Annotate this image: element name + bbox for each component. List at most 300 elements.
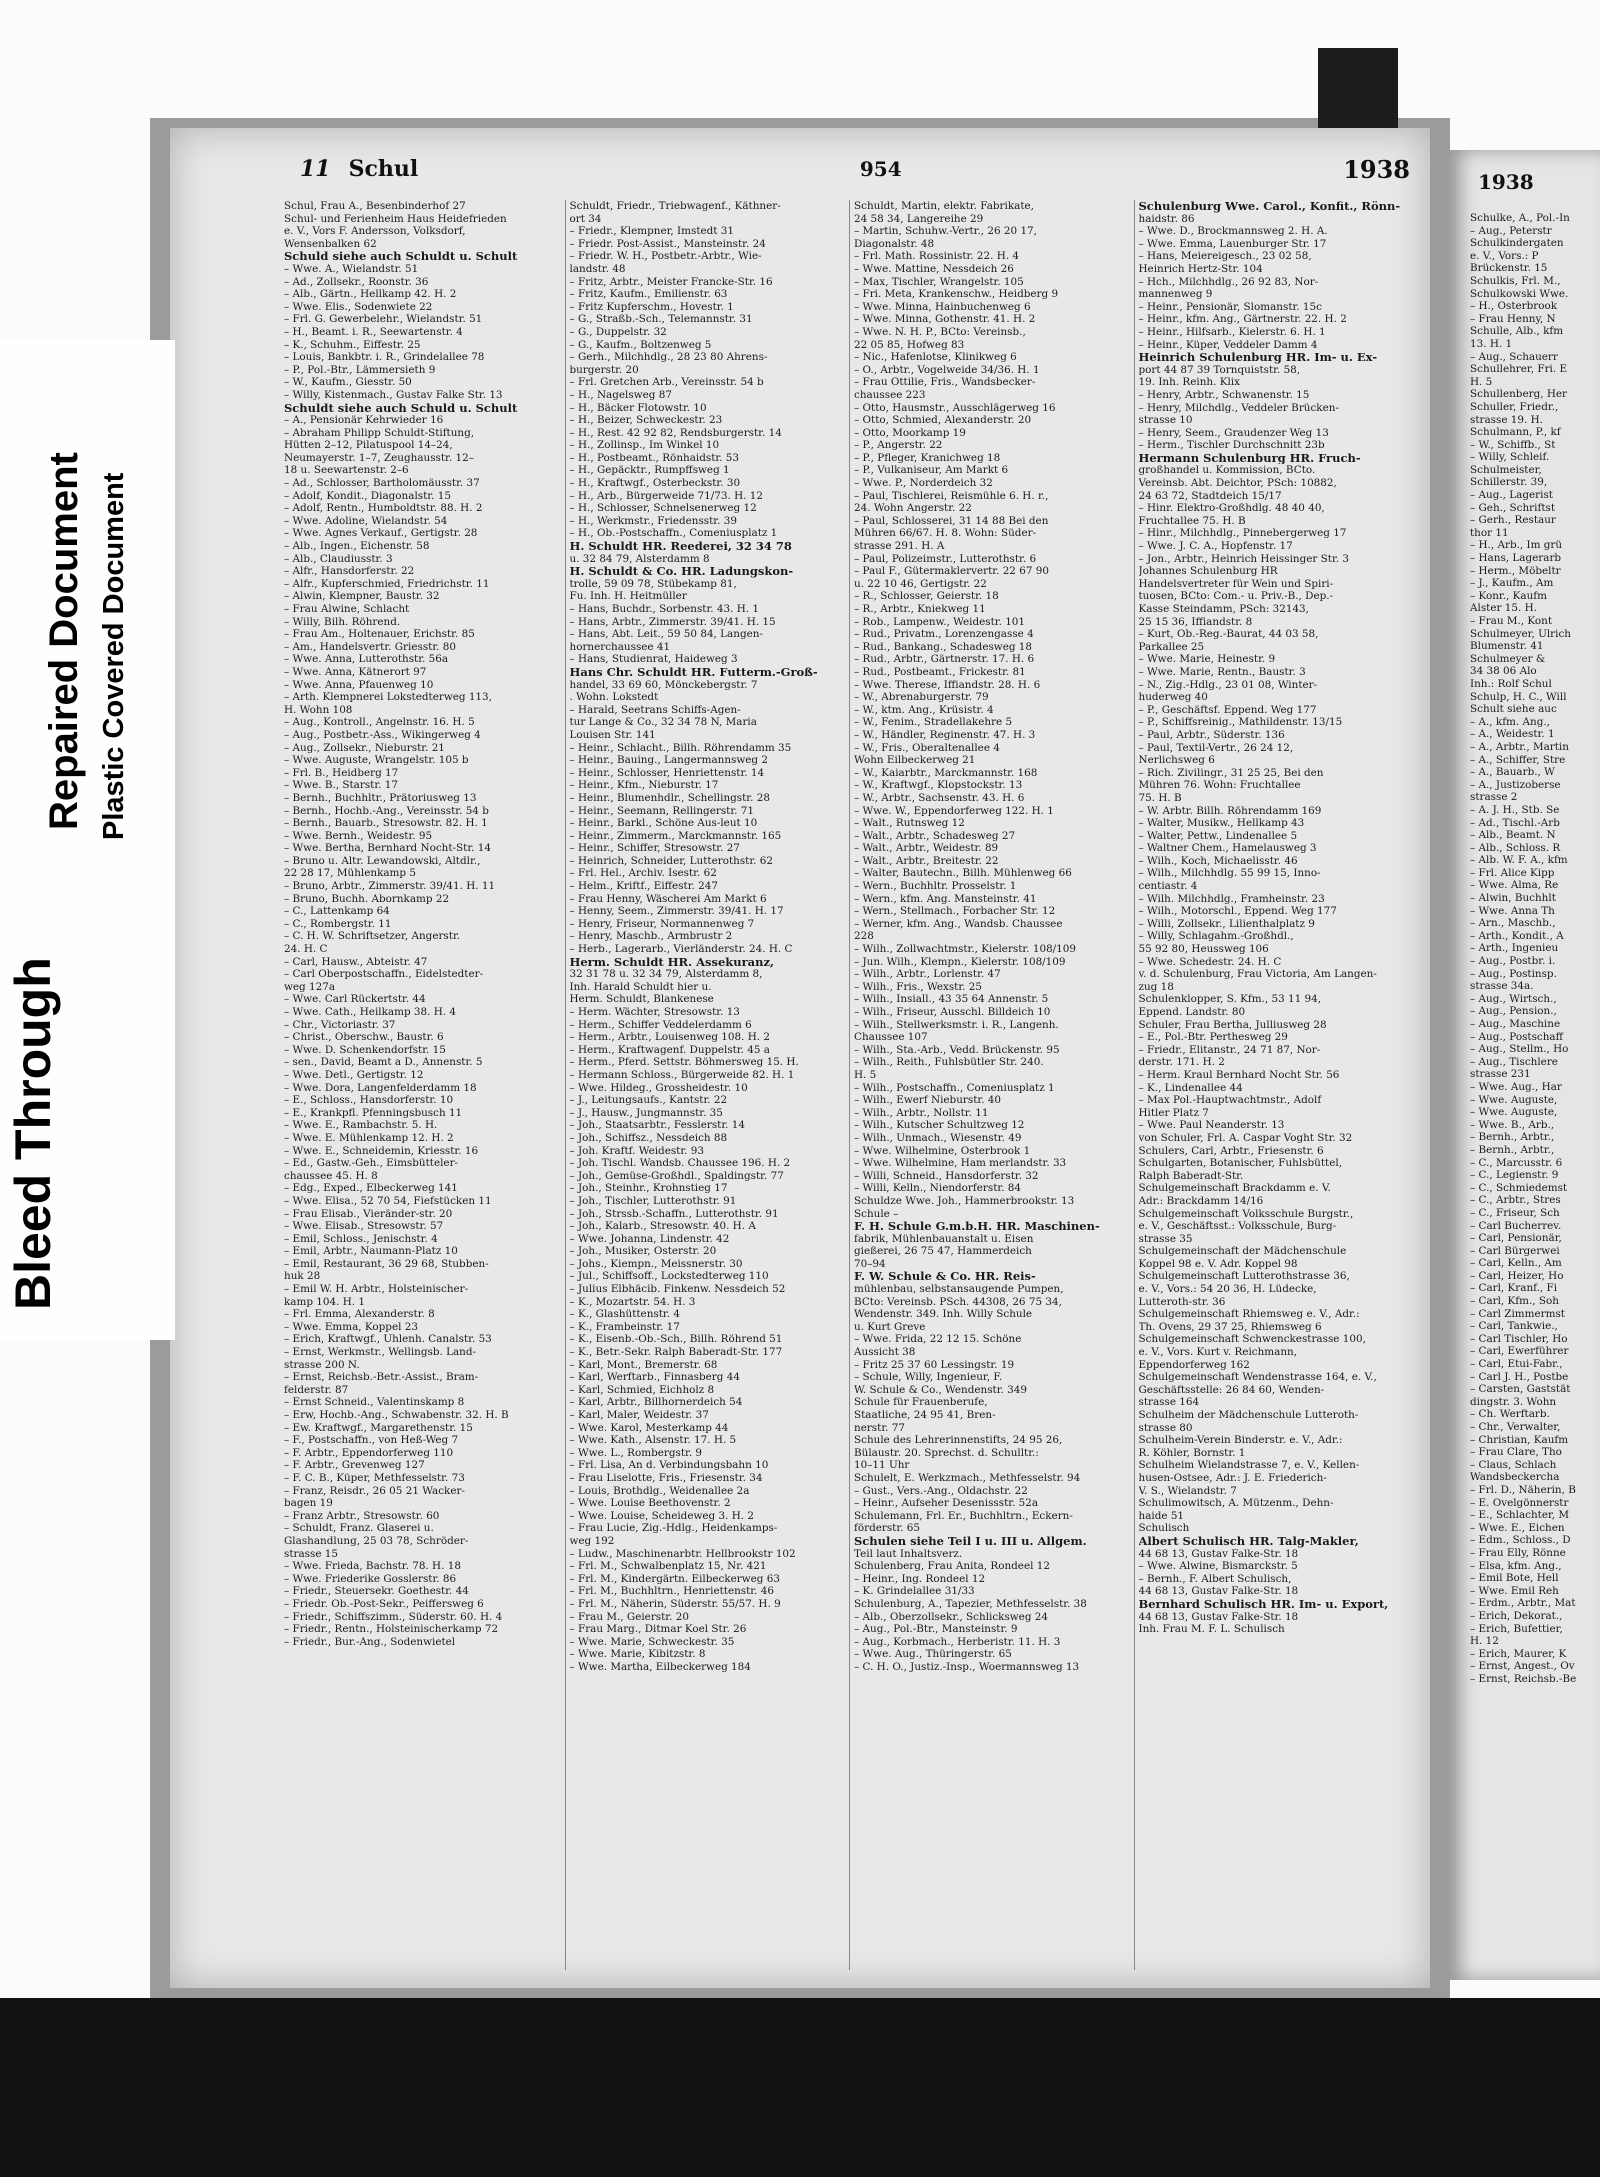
directory-entry: großhandel u. Kommission, BCto.: [1138, 464, 1316, 477]
directory-entry: – Bruno u. Altr. Lewandowski, Altdlr.,: [284, 854, 481, 867]
directory-entry: – Heinr., Seemann, Rellingerstr. 71: [569, 804, 754, 817]
right-page-entry: – Aug., Stellm., Ho: [1470, 1043, 1569, 1056]
directory-entry: – Paul, Arbtr., Süderstr. 136: [1138, 728, 1285, 741]
directory-entry: – Wwe. Frieda, Bachstr. 78. H. 18: [284, 1560, 461, 1573]
directory-entry: u. Kurt Greve: [854, 1320, 926, 1333]
directory-entry: – Franz Arbtr., Stresowstr. 60: [284, 1509, 440, 1522]
directory-entry: – W., Kraftwgf., Klopstockstr. 13: [854, 779, 1023, 792]
right-page-entry: – Aug., Schauerr: [1470, 350, 1558, 363]
directory-entry: – P., Pol.-Btr., Lämmersieth 9: [284, 363, 436, 376]
directory-entry: – Wwe. Emma, Koppel 23: [284, 1320, 418, 1333]
directory-entry: 44 68 13, Gustav Falke-Str. 18: [1138, 1547, 1299, 1560]
directory-entry: – Wwe. P., Norderdeich 32: [854, 477, 993, 490]
right-page-entry: – Chr., Verwalter,: [1470, 1421, 1561, 1433]
directory-entry: e. V., Vors.: 54 20 36, H. Lüdecke,: [1138, 1283, 1317, 1296]
directory-entry: – Jon., Arbtr., Heinrich Heissinger Str. 3: [1138, 552, 1349, 565]
directory-entry: Eppendorferweg 162: [1138, 1358, 1250, 1371]
directory-entry: chaussee 45. H. 8: [284, 1169, 378, 1182]
directory-entry: – sen., David, Beamt a D., Annenstr. 5: [284, 1056, 483, 1069]
directory-entry: – Hinr., Milchhdlg., Pinnebergerweg 17: [1138, 527, 1347, 540]
directory-entry: – E., Pol.-Btr. Perthesweg 29: [1138, 1031, 1288, 1044]
right-page-entry: Schuller, Friedr.,: [1470, 400, 1559, 413]
directory-entry: – Friedr., Steuersekr. Goethestr. 44: [284, 1585, 469, 1598]
directory-entry: – Wwe. Paul Neanderstr. 13: [1138, 1119, 1285, 1132]
directory-entry: Schuler, Frau Bertha, Julliusweg 28: [1138, 1018, 1327, 1031]
directory-entry: 24 63 72, Stadtdeich 15/17: [1138, 489, 1282, 502]
directory-entry: – Karl, Schmied, Eichholz 8: [569, 1383, 715, 1396]
right-page-entry: – C., Legienstr. 9: [1470, 1169, 1559, 1182]
directory-entry: – R., Schlosser, Geierstr. 18: [854, 590, 999, 603]
directory-entry: – Wwe. Elisab., Stresowstr. 57: [284, 1220, 444, 1233]
directory-entry: – Walt., Arbtr., Breitestr. 22: [854, 854, 999, 867]
right-page-entry: – Aug., Lagerist: [1470, 489, 1553, 502]
directory-entry: – W., ktm. Ang., Krüsistr. 4: [854, 703, 994, 716]
directory-entry: – Otto, Hausmstr., Ausschlägerweg 16: [854, 401, 1056, 414]
directory-entry: – Joh., Strssb.-Schaffn., Lutterothstr. 91: [569, 1207, 779, 1220]
directory-entry: – H., Arb., Bürgerweide 71/73. H. 12: [569, 489, 763, 502]
directory-entry: – Jul., Schiffsoff., Lockstedterweg 110: [569, 1270, 769, 1283]
directory-entry: port 44 87 39 Tornquiststr. 58,: [1138, 363, 1301, 376]
directory-entry: – Frl. G. Gewerbelehr., Wielandstr. 51: [284, 313, 483, 326]
directory-entry: – Bernh., F. Albert Schulisch,: [1138, 1572, 1292, 1585]
directory-entry: – Bruno, Buchh. Abornkamp 22: [284, 892, 450, 905]
directory-entry: – Wern., kfm. Ang. Mansteinstr. 41: [854, 892, 1037, 905]
directory-entry: landstr. 48: [569, 262, 626, 275]
directory-entry: – Wwe. Frida, 22 12 15. Schöne: [854, 1333, 1022, 1346]
directory-entry: Bernhard Schulisch HR. Im- u. Export,: [1138, 1597, 1389, 1611]
directory-entry: – Wwe. Bertha, Bernhard Nocht-Str. 14: [284, 842, 491, 855]
directory-entry: – Am., Handelsvertr. Griesstr. 80: [284, 640, 456, 653]
directory-entry: Schulenburg, A., Tapezier, Methfesselstr. 38: [854, 1597, 1087, 1610]
directory-entry: – Walt., Arbtr., Schadesweg 27: [854, 829, 1016, 842]
right-page-entry: – Frl. D., Näherin, B: [1470, 1483, 1576, 1496]
directory-entry: – Wwe. B., Starstr. 17: [284, 779, 398, 792]
right-page-entry: – Wwe. Alma, Re: [1470, 879, 1559, 892]
directory-entry: – Joh., Steinhr., Krohnstieg 17: [569, 1182, 728, 1195]
directory-entry: – Wilh., Koch, Michaelisstr. 46: [1138, 854, 1298, 867]
right-page-entry: – A., Weidestr. 1: [1470, 728, 1555, 741]
directory-entry: – Frl. M., Buchhltrn., Henriettenstr. 46: [569, 1585, 774, 1598]
right-page-entry: – E. Ovelgönnerstr: [1470, 1496, 1569, 1509]
right-page-entry: – Carl, Kranf., Fi: [1470, 1282, 1558, 1295]
right-page-entry: – Ad., Tischl.-Arb: [1470, 816, 1560, 829]
directory-entry: Herm. Schuldt HR. Assekuranz,: [569, 955, 775, 969]
directory-entry: – Wwe. Marie, Schweckestr. 35: [569, 1635, 735, 1648]
right-page-entry: Schulkindergaten: [1470, 237, 1564, 250]
directory-entry: – Friedr., Bur.-Ang., Sodenwietel: [284, 1635, 456, 1648]
directory-entry: – Louis, Brothdlg., Weidenallee 2a: [569, 1484, 750, 1497]
directory-entry: bagen 19: [284, 1497, 333, 1510]
directory-entry: – Frau Am., Holtenauer, Erichstr. 85: [284, 628, 475, 641]
directory-entry: Fu. Inh. H. Heitmüller: [569, 590, 687, 603]
directory-entry: – Wwe. Detl., Gertigstr. 12: [284, 1068, 424, 1081]
directory-entry: – Waltner Chem., Hamelausweg 3: [1138, 842, 1317, 855]
directory-entry: – Wwe. W., Eppendorferweg 122. H. 1: [854, 804, 1054, 817]
directory-entry: Geschäftsstelle: 26 84 60, Wenden-: [1138, 1383, 1325, 1396]
right-page-entry: – Carl Bürgerwei: [1470, 1244, 1560, 1257]
right-page-entry: Schulke, A., Pol.-In: [1470, 212, 1570, 224]
directory-entry: – Aug., Pol.-Btr., Mansteinstr. 9: [854, 1623, 1018, 1636]
right-page-entry: – Aug., Postbr. i.: [1470, 955, 1556, 968]
directory-entry: – Wilh., Zollwachtmstr., Kielerstr. 108/109: [854, 943, 1077, 956]
right-page-entry: – Carl J. H., Postbe: [1470, 1370, 1569, 1383]
directory-entry: von Schuler, Frl. A. Caspar Voght Str. 32: [1138, 1131, 1353, 1144]
directory-entry: – Ad., Zollsekr., Roonstr. 36: [284, 275, 429, 288]
directory-entry: – Heinr., Küper, Veddeler Damm 4: [1138, 338, 1318, 351]
directory-entry: – Wwe. Alwine, Bismarckstr. 5: [1138, 1560, 1298, 1573]
directory-entry: – Gust., Vers.-Ang., Oldachstr. 22: [854, 1484, 1028, 1497]
scan-bottom-border: [0, 1998, 1600, 2177]
directory-entry: – Joh., Schiffsz., Nessdeich 88: [569, 1131, 728, 1144]
directory-entry: e. V., Vors F. Andersson, Volksdorf,: [284, 225, 466, 238]
directory-entry: – Wwe. A., Wielandstr. 51: [284, 262, 419, 275]
right-page-entry: – Bernh., Arbtr.,: [1470, 1131, 1555, 1144]
directory-entry: – Willy, Schlagahm.-Großhdl.,: [1138, 930, 1294, 943]
directory-entry: Schulenburg Wwe. Carol., Konfit., Rönn-: [1138, 200, 1401, 213]
directory-entry: – Wwe. Friederike Gosslerstr. 86: [284, 1572, 457, 1585]
directory-entry: haidstr. 86: [1138, 212, 1195, 225]
directory-entry: derstr. 171. H. 2: [1138, 1056, 1225, 1069]
right-page-entry: – Konr., Kaufm: [1470, 589, 1548, 602]
right-page-entry: – Claus, Schlach: [1470, 1458, 1557, 1471]
directory-entry: – Henny, Seem., Zimmerstr. 39/41. H. 17: [569, 905, 784, 918]
directory-entry: – Aug., Postbetr.-Ass., Wikingerweg 4: [284, 728, 481, 741]
directory-entry: – Schuldt, Franz. Glaserei u.: [284, 1522, 434, 1535]
directory-entry: Inh. Frau M. F. L. Schulisch: [1138, 1623, 1285, 1636]
directory-entry: – G., Duppelstr. 32: [569, 325, 667, 338]
directory-entry: – Alwin, Klempner, Baustr. 32: [284, 590, 440, 603]
right-page-entry: Schulmeyer &: [1470, 652, 1546, 665]
directory-entry: – Gerh., Milchhdlg., 28 23 80 Ahrens-: [569, 351, 768, 364]
directory-entry: Mühren 66/67. H. 8. Wohn: Süder-: [854, 527, 1037, 540]
directory-entry: – Rud., Privatm., Lorenzengasse 4: [854, 628, 1034, 641]
right-page-entry: – A., Schiffer, Stre: [1470, 753, 1566, 766]
right-page-entry: strasse 19. H.: [1470, 413, 1543, 426]
directory-entry: – C. H. O., Justiz.-Insp., Woermannsweg 13: [854, 1660, 1080, 1673]
directory-entry: Staatliche, 24 95 41, Bren-: [854, 1409, 996, 1421]
directory-entry: – Heinr., Ing. Rondeel 12: [854, 1572, 986, 1585]
directory-entry: – Wwe. Wilhelmine, Osterbrook 1: [854, 1144, 1031, 1157]
directory-entry: 22 28 17, Mühlenkamp 5: [284, 867, 416, 880]
directory-entry: Schulheim der Mädchenschule Lutteroth-: [1138, 1409, 1359, 1421]
directory-entry: – F. Arbtr., Grevenweg 127: [284, 1459, 425, 1472]
directory-entry: – Johs., Kiempn., Meissnerstr. 30: [569, 1257, 743, 1270]
directory-entry: W. Schule & Co., Wendenstr. 349: [854, 1383, 1027, 1396]
right-page-entry: – Aug., Peterstr: [1470, 224, 1552, 237]
directory-entry: – Alb., Ingen., Eichenstr. 58: [284, 540, 430, 553]
directory-entry: felderstr. 87: [284, 1383, 349, 1396]
directory-entry: – Frl. M., Kindergärtn. Eilbeckerweg 63: [569, 1572, 780, 1585]
directory-entry: – Wwe. Louise Beethovenstr. 2: [569, 1497, 731, 1510]
directory-entry: – K., Eisenb.-Ob.-Sch., Billh. Röhrend 51: [569, 1333, 783, 1346]
directory-entry: – Wwe. Bernh., Weidestr. 95: [284, 829, 433, 842]
directory-entry: – Karl, Werftarb., Finnasberg 44: [569, 1371, 740, 1384]
right-page-entry: Schulkis, Frl. M.,: [1470, 274, 1561, 287]
directory-entry: Louisen Str. 141: [569, 728, 656, 741]
directory-entry: Glashandlung, 25 03 78, Schröder-: [284, 1534, 469, 1547]
directory-entry: – Paul, Polizeimstr., Lutterothstr. 6: [854, 552, 1037, 565]
right-page-entry: Schullenberg, Her: [1470, 388, 1568, 401]
directory-entry: – Wilh., Milchhdlg. 55 99 15, Inno-: [1138, 867, 1321, 880]
right-page-entry: – Ernst, Reichsb.-Be: [1470, 1672, 1577, 1685]
directory-entry: – W., Fenim., Stradellakehre 5: [854, 716, 1013, 729]
right-page-entry: Schulkowski Wwe.: [1470, 287, 1569, 300]
directory-entry: ort 34: [569, 212, 602, 225]
directory-entry: Schulgemeinschaft Rhiemsweg e. V., Adr.:: [1138, 1308, 1360, 1321]
right-page-entry: – A., Bauarb., W: [1470, 766, 1555, 779]
directory-entry: Kasse Steindamm, PSch: 32143,: [1138, 603, 1309, 615]
right-page-entry: – Wwe. Auguste,: [1470, 1106, 1558, 1119]
directory-entry: – Bruno, Arbtr., Zimmerstr. 39/41. H. 11: [284, 880, 496, 893]
directory-entry: – Aug., Zollsekr., Nieburstr. 21: [284, 741, 445, 754]
directory-entry: – Hermann Schloss., Bürgerweide 82. H. 1: [569, 1068, 795, 1081]
directory-entry: u. 22 10 46, Gertigstr. 22: [854, 577, 987, 590]
directory-entry: nerstr. 77: [854, 1421, 905, 1434]
right-page-entry: – Arth., Ingenieu: [1470, 942, 1559, 955]
directory-entry: – Heinrich, Schneider, Lutterothstr. 62: [569, 854, 773, 867]
directory-entry: – Martin, Schuhw.-Vertr., 26 20 17,: [854, 225, 1037, 238]
directory-entry: Hütten 2–12, Pilatuspool 14–24,: [284, 439, 453, 452]
directory-entry: Schul- und Ferienheim Haus Heidefrieden: [284, 212, 507, 225]
directory-entry: – Heinr., Schiffer, Stresowstr. 27: [569, 842, 740, 855]
right-page-entry: – Willy, Schleif.: [1470, 451, 1550, 464]
right-page-column: [1470, 212, 1600, 1685]
directory-entry: weg 192: [569, 1534, 615, 1547]
directory-entry: fabrik, Mühlenbauanstalt u. Eisen: [854, 1232, 1034, 1245]
directory-entry: hornerchaussee 41: [569, 640, 671, 653]
directory-entry: 44 68 13, Gustav Falke-Str. 18: [1138, 1610, 1299, 1623]
directory-entry: – F. Arbtr., Eppendorferweg 110: [284, 1446, 454, 1459]
directory-entry: Wensenbalken 62: [284, 237, 377, 250]
directory-entry: – Ernst, Reichsb.-Betr.-Assist., Bram-: [284, 1371, 479, 1384]
directory-entry: 75. H. B: [1138, 791, 1182, 804]
directory-entry: – Wilh., Insiall., 43 35 64 Annenstr. 5: [854, 993, 1049, 1006]
directory-entry: Wohn Eilbeckerweg 21: [854, 754, 976, 767]
directory-entry: – K., Lindenallee 44: [1138, 1081, 1243, 1094]
directory-entry: – Emil, Arbtr., Naumann-Platz 10: [284, 1245, 458, 1258]
directory-entry: – Wwe. Anna, Pfauenweg 10: [284, 678, 434, 691]
directory-entry: – W., Abrenaburgerstr. 79: [854, 691, 989, 704]
directory-entry: – Wwe. Johanna, Lindenstr. 42: [569, 1232, 730, 1245]
directory-entry: – Ernst Schneid., Valentinskamp 8: [284, 1396, 465, 1409]
directory-entry: – O., Arbtr., Vogelweide 34/36. H. 1: [854, 363, 1040, 376]
directory-entry: – Wwe. Marie, Rentn., Baustr. 3: [1138, 665, 1306, 678]
directory-entry: Schuld siehe auch Schuldt u. Schult: [284, 250, 518, 263]
directory-entry: Diagonalstr. 48: [854, 237, 935, 250]
directory-entry: – Otto, Schmied, Alexanderstr. 20: [854, 414, 1032, 427]
directory-entry: – Heinr., Blumenhdlr., Schellingstr. 28: [569, 791, 770, 804]
directory-entry: – Henry, Arbtr., Schwanenstr. 15: [1138, 388, 1310, 401]
directory-entry: – Walter, Pettw., Lindenallee 5: [1138, 829, 1298, 842]
right-page-entry: – Aug., Postschaff: [1470, 1030, 1564, 1043]
directory-entry: – Ernst, Werkmstr., Wellingsb. Land-: [284, 1346, 477, 1359]
directory-entry: F. H. Schule G.m.b.H. HR. Maschinen-: [854, 1220, 1100, 1233]
directory-entry: – H., Bäcker Flotowstr. 10: [569, 401, 707, 414]
directory-entry: – Joh. Tischl. Wandsb. Chaussee 196. H. 2: [569, 1157, 791, 1170]
right-page-entry: – Aug., Wirtsch.,: [1470, 992, 1557, 1005]
directory-entry: Schulisch: [1138, 1522, 1190, 1535]
directory-entry: – Walter, Musikw., Hellkamp 43: [1138, 817, 1305, 830]
directory-entry: – Friedr., Schiffszimm., Süderstr. 60. H. 4: [284, 1610, 503, 1623]
right-page-entry: – Frau Elly, Rönne: [1470, 1546, 1566, 1559]
right-page-entry: Schult siehe auc: [1470, 703, 1557, 716]
directory-entry: – Frau Marg., Ditmar Koel Str. 26: [569, 1623, 747, 1636]
right-page-entry: – Ch. Werftarb.: [1470, 1408, 1550, 1421]
directory-entry: – Wilh., Ewerf Nieburstr. 40: [854, 1094, 1002, 1107]
directory-entry: – Frl. B., Heidberg 17: [284, 766, 399, 779]
directory-entry: – Wilh., Unmach., Wiesenstr. 49: [854, 1131, 1022, 1144]
directory-entry: Schule –: [854, 1207, 899, 1220]
directory-entry: Schuldze Wwe. Joh., Hammerbrookstr. 13: [854, 1194, 1075, 1207]
directory-entry: – Wern., Stellmach., Forbacher Str. 12: [854, 905, 1056, 918]
directory-entry: haide 51: [1138, 1509, 1185, 1522]
directory-entry: – W., Kaufm., Giesstr. 50: [284, 376, 412, 389]
right-page-entry: – Elsa, kfm. Ang.,: [1470, 1559, 1562, 1572]
directory-entry: 24. Wohn Angerstr. 22: [854, 502, 972, 515]
directory-entry: – Franz, Reisdr., 26 05 21 Wacker-: [284, 1484, 465, 1497]
directory-entry: – P., Schiffsreinig., Mathildenstr. 13/15: [1138, 716, 1343, 729]
right-page-entry: – Wwe. E., Eichen: [1470, 1521, 1565, 1534]
right-page-entry: – Carsten, Gaststät: [1470, 1383, 1571, 1396]
directory-entry: – Arth. Klempnerei Lokstedterweg 113,: [284, 691, 492, 704]
directory-entry: – Wilh., Reith., Fuhlsbütler Str. 240.: [854, 1056, 1044, 1069]
directory-entry: – Herm., Arbtr., Louisenweg 108. H. 2: [569, 1031, 771, 1044]
directory-entry: – Frau Ottilie, Fris., Wandsbecker-: [854, 376, 1036, 389]
directory-entry: – W., Händler, Reginenstr. 47. H. 3: [854, 728, 1036, 741]
directory-entry: huk 28: [284, 1270, 321, 1283]
page-header: [300, 150, 1410, 188]
directory-entry: Koppel 98 e. V. Adr. Koppel 98: [1138, 1257, 1298, 1270]
directory-entry: – F., Postschaffn., von Heß-Weg 7: [284, 1434, 459, 1447]
directory-entry: – Chr., Victoriastr. 37: [284, 1018, 396, 1031]
directory-entry: – Abraham Philipp Schuldt-Stiftung,: [284, 426, 475, 439]
directory-entry: – Carl Oberpostschaffn., Eidelstedter-: [284, 968, 484, 981]
directory-entry: huderweg 40: [1138, 691, 1208, 704]
right-page-entry: – Carl Bucherrev.: [1470, 1219, 1562, 1232]
directory-entry: – Karl, Arbtr., Billhornerdeich 54: [569, 1396, 743, 1409]
directory-entry: – Frl. Emma, Alexanderstr. 8: [284, 1308, 435, 1321]
right-page-entry: Schulle, Alb., kfm: [1470, 325, 1564, 338]
directory-entry: – W., Arbtr., Sachsenstr. 43. H. 6: [854, 791, 1025, 804]
right-page-entry: – Edm., Schloss., D: [1470, 1534, 1571, 1547]
directory-entry: – Edg., Exped., Elbeckerweg 141: [284, 1182, 458, 1195]
directory-entry: H. 5: [854, 1068, 877, 1081]
right-page-entry: Schulmann, P., kf: [1470, 426, 1561, 439]
directory-entry: 22 05 85, Hofweg 83: [854, 338, 965, 351]
directory-entry: – Werner, kfm. Ang., Wandsb. Chaussee: [854, 917, 1063, 930]
directory-entry: – Wilh., Stellwerksmstr. i. R., Langenh.: [854, 1018, 1059, 1031]
directory-entry: – Alb., Gärtn., Hellkamp 42. H. 2: [284, 288, 457, 301]
right-page-entry: – Carl, Kfm., Soh: [1470, 1295, 1559, 1308]
directory-entry: H. Wohn 108: [284, 703, 353, 716]
directory-entry: Schulgemeinschaft Lutterothstrasse 36,: [1138, 1270, 1350, 1283]
right-page-entry: Blumenstr. 41: [1470, 640, 1544, 653]
directory-entry: – J., Leitungsaufs., Kantstr. 22: [569, 1094, 728, 1107]
directory-entry: – K., Betr.-Sekr. Ralph Baberadt-Str. 177: [569, 1346, 783, 1359]
directory-entry: – Christ., Oberschw., Baustr. 6: [284, 1031, 444, 1044]
directory-entry: – Herb., Lagerarb., Vierländerstr. 24. H. C: [569, 943, 793, 956]
directory-entry: – H., Beamt. i. R., Seewartenstr. 4: [284, 325, 463, 338]
directory-entry: – P., Pfleger, Kranichweg 18: [854, 451, 1001, 464]
right-page-entry: – Wwe. Auguste,: [1470, 1093, 1558, 1106]
directory-entry: Herm. Schuldt, Blankenese: [569, 993, 714, 1006]
directory-entry: – Henry, Seem., Graudenzer Weg 13: [1138, 426, 1329, 439]
directory-entry: – Wwe. Carl Rückertstr. 44: [284, 993, 426, 1006]
right-page-entry: strasse 2: [1470, 791, 1518, 804]
directory-entry: Heinrich Schulenburg HR. Im- u. Ex-: [1138, 351, 1378, 364]
right-page-entry: – Frau Clare, Tho: [1470, 1446, 1562, 1459]
right-page-entry: – Alb., Schloss. R: [1470, 841, 1561, 854]
directory-entry: e. V., Vors. Kurt v. Reichmann,: [1138, 1346, 1298, 1359]
directory-entry: mühlenbau, selbstansaugende Pumpen,: [854, 1283, 1064, 1296]
directory-entry: – H., Rest. 42 92 82, Rendsburgerstr. 14: [569, 426, 782, 439]
directory-entry: Chaussee 107: [854, 1031, 928, 1044]
right-page-entry: – W., Schiffb., St: [1470, 438, 1556, 451]
directory-entry: – Hans, Meiereigesch., 23 02 58,: [1138, 250, 1312, 263]
directory-entry: – Wwe. D. Schenkendorfstr. 15: [284, 1043, 446, 1056]
directory-entry: – Wwe. Agnes Verkauf., Gertigstr. 28: [284, 527, 478, 540]
directory-entry: – G., Straßb.-Sch., Telemannstr. 31: [569, 313, 753, 326]
directory-entry: Neumayerstr. 1–7, Zeughausstr. 12–: [284, 451, 474, 464]
directory-entry: – Joh., Kalarb., Stresowstr. 40. H. A: [569, 1220, 756, 1233]
directory-entry: – Willy, Kistenmach., Gustav Falke Str. 13: [284, 388, 503, 401]
directory-entry: – Kurt, Ob.-Reg.-Baurat, 44 03 58,: [1138, 628, 1319, 641]
directory-entry: – Bernh., Buchhltr., Prätoriusweg 13: [284, 791, 477, 804]
directory-entry: – Herm., Pferd. Settstr. Böhmersweg 15. H.: [569, 1056, 799, 1069]
directory-entry: – Alfr., Kupferschmied, Friedrichstr. 11: [284, 577, 490, 590]
directory-entry: – Heinr., Pensionär, Slomanstr. 15c: [1138, 300, 1322, 313]
directory-entry: Hermann Schulenburg HR. Fruch-: [1138, 451, 1361, 465]
right-page-entry: thor 11: [1470, 526, 1509, 539]
right-page-entry: – Geh., Schriftst: [1470, 501, 1555, 514]
directory-entry: centiastr. 4: [1138, 880, 1198, 893]
directory-entry: – Rob., Lampenw., Weidestr. 101: [854, 615, 1026, 628]
directory-entry: – H., Beizer, Schweckestr. 23: [569, 414, 723, 427]
directory-entry: Schulenberg, Frau Anita, Rondeel 12: [854, 1560, 1050, 1573]
directory-entry: – Paul F., Gütermaklervertr. 22 67 90: [854, 565, 1049, 578]
directory-entry: – Wwe. Kath., Alsenstr. 17. H. 5: [569, 1434, 737, 1447]
directory-entry: – Paul, Schlosserei, 31 14 88 Bei den: [854, 514, 1049, 527]
directory-entry: Th. Ovens, 29 37 25, Rhiemsweg 6: [1138, 1320, 1322, 1333]
directory-entry: – E., Krankpfl. Pfenningsbusch 11: [284, 1106, 463, 1119]
directory-entry: Handelsvertreter für Wein und Spiri-: [1138, 577, 1334, 590]
directory-entry: – Frau Henny, Wäscherei Am Markt 6: [569, 892, 767, 905]
right-page-entry: – Carl, Ewerführer: [1470, 1345, 1569, 1358]
directory-entry: – Fritz, Kaufm., Emilienstr. 63: [569, 288, 728, 301]
directory-entry: kamp 104. H. 1: [284, 1295, 366, 1308]
directory-entry: F. W. Schule & Co. HR. Reis-: [854, 1270, 1036, 1284]
directory-entry: Schuldt, Martin, elektr. Fabrikate,: [854, 200, 1034, 212]
right-page-entry: – A. J. H., Stb. Se: [1470, 803, 1560, 816]
right-page-entry: – Wwe. B., Arb.,: [1470, 1118, 1555, 1131]
directory-entry: chaussee 223: [854, 388, 926, 401]
directory-entry: 10–11 Uhr: [854, 1459, 910, 1472]
right-page-entry: – Frau Henny, N: [1470, 312, 1556, 325]
directory-entry: – Wwe. Elisa., 52 70 54, Fiefstücken 11: [284, 1194, 492, 1207]
directory-entry: – H., Schlosser, Schnelsenerweg 12: [569, 502, 757, 515]
directory-entry: – Rud., Arbtr., Gärtnerstr. 17. H. 6: [854, 653, 1035, 666]
directory-entry: – Frl. Hel., Archiv. Isestr. 62: [569, 867, 717, 880]
right-page-fragment: [1448, 150, 1600, 1980]
directory-entry: Schulgemeinschaft Brackdamm e. V.: [1138, 1182, 1331, 1195]
directory-entry: – F. C. B., Küper, Methfesselstr. 73: [284, 1471, 465, 1484]
directory-entry: weg 127a: [284, 980, 336, 993]
right-page-entry: – Carl, Kelln., Am: [1470, 1257, 1562, 1270]
directory-entry: Schulheim-Verein Binderstr. e. V., Adr.:: [1138, 1434, 1343, 1447]
directory-entry: – Heinr., Barkl., Schöne Aus-leut 10: [569, 817, 758, 830]
directory-entry: Schule des Lehrerinnenstifts, 24 95 26,: [854, 1434, 1063, 1447]
directory-entry: – Ad., Schlosser, Bartholomäusstr. 37: [284, 477, 480, 490]
